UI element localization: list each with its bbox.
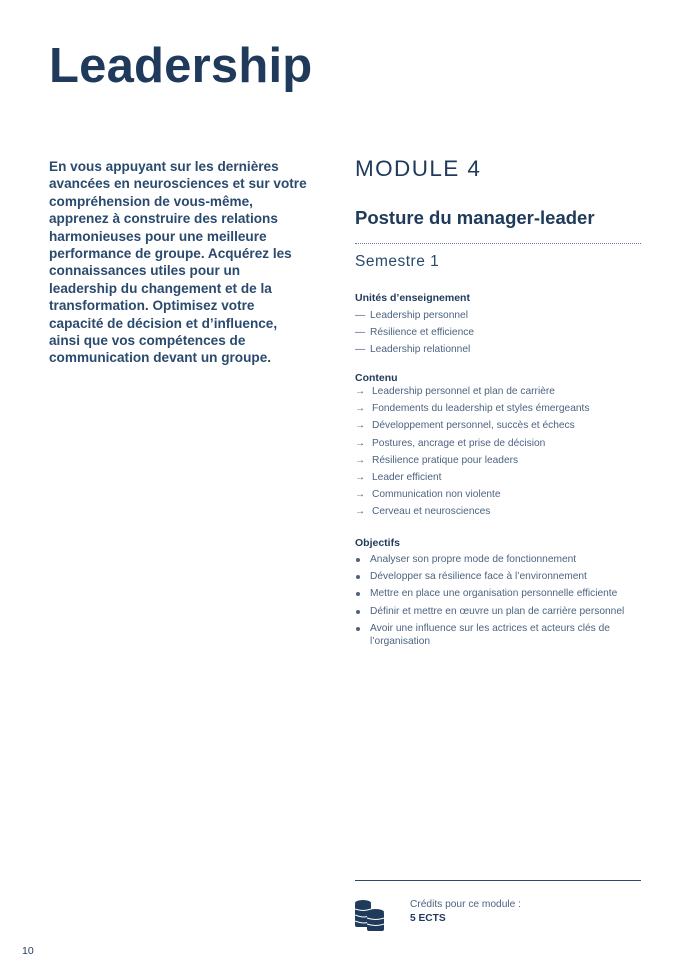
objectives-heading: Objectifs xyxy=(355,537,400,549)
arrow-right-icon: → xyxy=(355,437,366,449)
objectives-list xyxy=(355,551,641,649)
list-item: → Cerveau et neurosciences xyxy=(355,503,641,520)
dash-marker: — xyxy=(355,310,366,321)
list-item: — Leadership personnel xyxy=(355,307,641,324)
credits-label: Crédits pour ce module : xyxy=(410,899,521,910)
arrow-right-icon: → xyxy=(355,454,366,466)
bullet-icon xyxy=(356,610,360,614)
list-item: — Leadership relationnel xyxy=(355,341,641,358)
bullet-icon xyxy=(356,627,360,631)
intro-paragraph: En vous appuyant sur les dernières avancées en neurosciences et sur votre compréhension de vous-même, apprenez à construire des relations harmonieuses pour une meilleure performance de groupe. Acquérez les connaissances utiles pour un leadership du changement et de la transformation. Optimisez votre capacité de décision et d’influence, ainsi que vos compétences de communication devant un groupe. xyxy=(49,159,307,366)
arrow-right-icon: → xyxy=(355,420,366,432)
coins-stack-icon xyxy=(355,900,385,932)
bullet-icon xyxy=(356,558,360,562)
bullet-icon xyxy=(356,592,360,596)
arrow-right-icon: → xyxy=(355,386,366,397)
credits-divider xyxy=(355,880,641,881)
bullet-icon xyxy=(356,575,360,579)
dash-marker: — xyxy=(355,327,366,339)
list-item: → Postures, ancrage et prise de décision xyxy=(355,435,641,452)
list-item: Avoir une influence sur les actrices et acteurs clés de l’organisation xyxy=(355,620,641,649)
list-item: → Fondements du leadership et styles émergeants xyxy=(355,400,641,417)
list-item: → Communication non violente xyxy=(355,486,641,503)
list-item: Développer sa résilience face à l’environnement xyxy=(355,568,641,585)
list-item: Mettre en place une organisation personnelle efficiente xyxy=(355,585,641,602)
arrow-right-icon: → xyxy=(355,506,366,518)
units-list xyxy=(355,307,641,359)
module-title: Posture du manager-leader xyxy=(355,207,595,228)
content-heading: Contenu xyxy=(355,372,398,384)
units-heading: Unités d’enseignement xyxy=(355,292,470,304)
list-item: — Résilience et efficience xyxy=(355,324,641,341)
list-item: → Résilience pratique pour leaders xyxy=(355,452,641,469)
credits-value: 5 ECTS xyxy=(410,913,446,924)
arrow-right-icon: → xyxy=(355,472,366,484)
arrow-right-icon: → xyxy=(355,489,366,501)
dash-marker: — xyxy=(355,344,366,356)
list-item: → Leader efficient xyxy=(355,469,641,486)
dotted-divider xyxy=(355,243,641,244)
arrow-right-icon: → xyxy=(355,403,366,415)
list-item: Analyser son propre mode de fonctionnement xyxy=(355,551,641,568)
page-title: Leadership xyxy=(49,39,313,93)
list-item: → Leadership personnel et plan de carrière xyxy=(355,383,641,400)
module-label: MODULE 4 xyxy=(355,156,482,181)
list-item: Définir et mettre en œuvre un plan de carrière personnel xyxy=(355,603,641,620)
semester-label: Semestre 1 xyxy=(355,253,440,270)
page-number: 10 xyxy=(22,945,34,957)
list-item: → Développement personnel, succès et échecs xyxy=(355,417,641,434)
content-list xyxy=(355,383,641,521)
